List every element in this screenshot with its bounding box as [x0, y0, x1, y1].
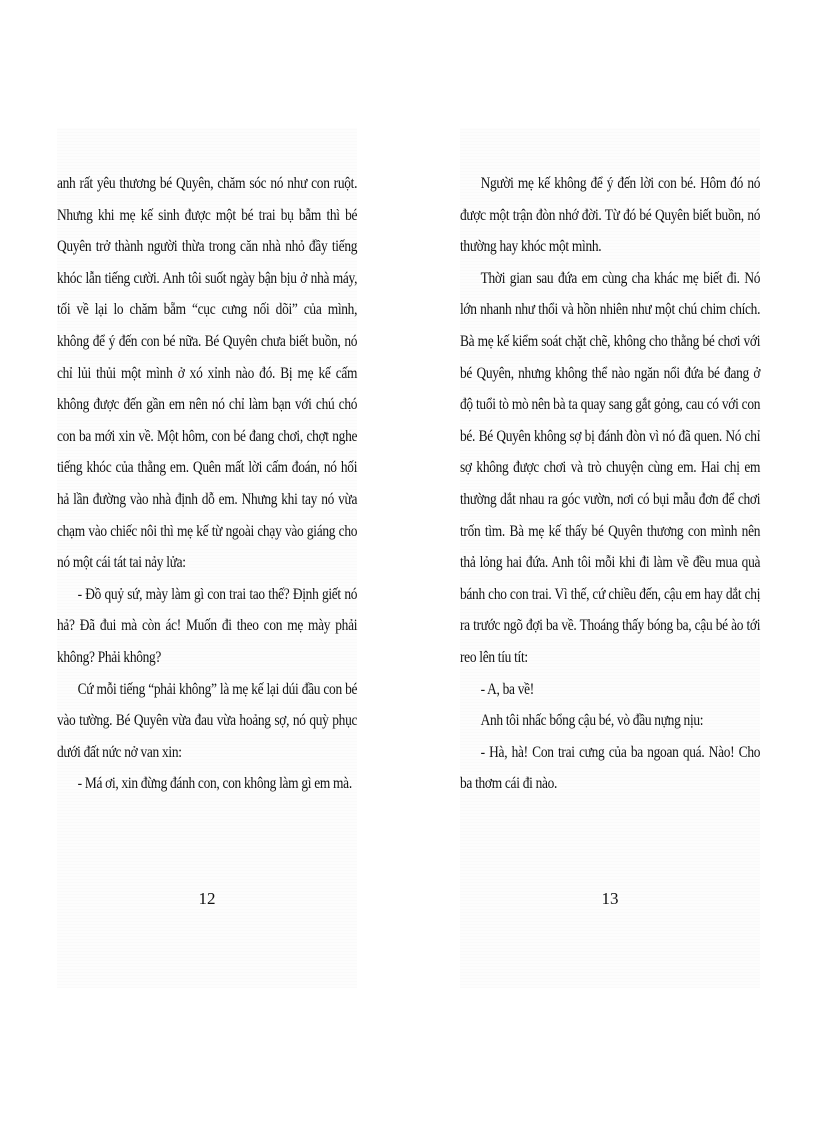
right-page — [460, 128, 760, 988]
left-page — [57, 128, 357, 988]
page-number-left: 12 — [198, 889, 216, 908]
paragraph: Thời gian sau đứa em cùng cha khác mẹ biết đi. Nó lớn nhanh như thổi và hồn nhiên như một chú chim chích. Bà mẹ kế kiểm soát chặt chẽ, không cho thằng bé chơi với bé Quyên, nhưng không thể nào ngăn nổi đứa bé đang ở độ tuổi tò mò nên bà ta quay sang gắt gỏng, cau có với con bé. Bé Quyên không sợ bị đánh đòn vì nó đã quen. Nó chỉ sợ không được chơi và trò chuyện cùng em. Hai chị em thường dắt nhau ra góc vườn, nơi có bụi mẫu đơn để chơi trốn tìm. Bà mẹ kế thấy bé Quyên thương con mình nên thả lỏng hai đứa. Anh tôi mỗi khi đi làm về đều mua quà bánh cho con trai. Vì thế, cứ chiều đến, cậu em hay dắt chị ra trước ngõ đợi ba về. Thoáng thấy bóng ba, cậu bé ào tới reo lên tíu tít: — [460, 269, 761, 666]
paragraph: - Hà, hà! Con trai cưng của ba ngoan quá. Nào! Cho ba thơm cái đi nào. — [460, 743, 761, 793]
paragraph: Cứ mỗi tiếng “phải không” là mẹ kế lại dúi đầu con bé vào tường. Bé Quyên vừa đau vừa hoảng sợ, nó quỳ phục dưới đất nức nở van xin: — [57, 680, 358, 761]
paragraph: - Má ơi, xin đừng đánh con, con không làm gì em mà. — [77, 775, 352, 793]
paragraph: anh rất yêu thương bé Quyên, chăm sóc nó như con ruột. Nhưng khi mẹ kế sinh được một bé trai bụ bẫm thì bé Quyên trở thành người thừa trong căn nhà nhỏ đầy tiếng khóc lẫn tiếng cười. Anh tôi suốt ngày bận bịu ở nhà máy, tối về lại lo chăm bẵm “cục cưng nối dõi” của mình, không để ý đến con bé nữa. Bé Quyên chưa biết buồn, nó chỉ lủi thủi một mình ở xó xỉnh nào đó. Bị mẹ kế cấm không được đến gần em nên nó chỉ làm bạn với chú chó con ba mới xin về. Một hôm, con bé đang chơi, chợt nghe tiếng khóc của thằng em. Quên mất lời cấm đoán, nó hối hả lần đường vào nhà định dỗ em. Nhưng khi tay nó vừa chạm vào chiếc nôi thì mẹ kế từ ngoài chạy vào giáng cho nó một cái tát tai nảy lửa: — [57, 175, 358, 572]
paragraph: - A, ba về! — [480, 680, 534, 698]
paragraph: Anh tôi nhấc bổng cậu bé, vò đầu nựng nịu: — [480, 712, 704, 730]
paragraph: - Đồ quỷ sứ, mày làm gì con trai tao thế? Định giết nó hả? Đã đui mà còn ác! Muốn đi theo con mẹ mày phải không? Phải không? — [57, 585, 358, 666]
paragraph: Người mẹ kế không để ý đến lời con bé. Hôm đó nó được một trận đòn nhớ đời. Từ đó bé Quyên biết buồn, nó thường hay khóc một mình. — [460, 175, 761, 256]
page-number-right: 13 — [601, 889, 619, 908]
right-page-text — [460, 168, 760, 800]
left-page-text — [57, 168, 357, 800]
